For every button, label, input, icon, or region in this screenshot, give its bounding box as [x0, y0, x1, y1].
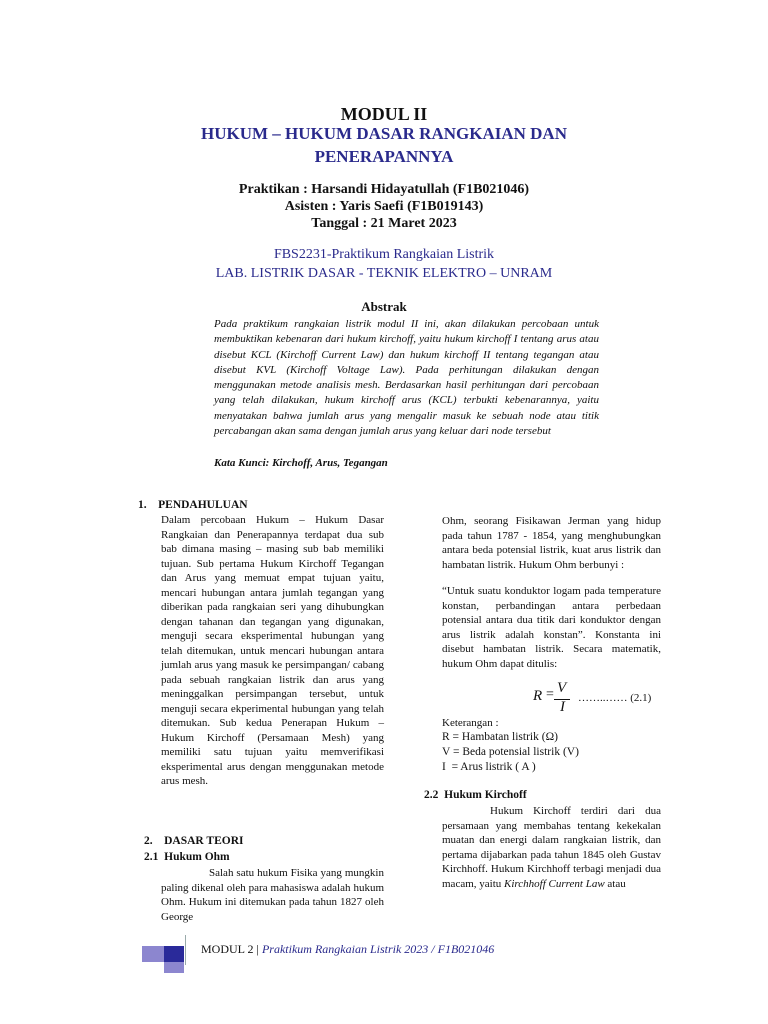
- section-2-1-text: Salah satu hukum Fisika yang mungkin paling dikenal oleh para mahasiswa adalah hukum Ohm. Hukum ini ditemukan pada tahun 1827 oleh George: [161, 867, 384, 923]
- keterangan-heading: Keterangan :: [442, 717, 499, 729]
- equation-denominator: I: [560, 699, 565, 715]
- ohm-equation: [533, 680, 673, 718]
- module-title: MODUL II: [340, 104, 428, 124]
- paper-title-line2: PENERAPANNYA: [314, 147, 454, 166]
- section-2-2-text: [442, 804, 661, 891]
- tanggal: Tanggal : 21 Maret 2023: [311, 216, 457, 231]
- paper-title-line1: HUKUM – HUKUM DASAR RANGKAIAN DAN: [201, 124, 567, 143]
- equation-numerator: V: [557, 680, 567, 696]
- ohm-quote: “Untuk suatu konduktor logam pada temperature konstan, perbandingan antara perbedaan potensial antara dua titik dari konduktor dengan arus listrik adalah konstan”. Konstanta ini disebut hambatan listrik. Secara matematik, hukum Ohm dapat ditulis:: [442, 585, 661, 670]
- section-2-2-end: atau: [604, 877, 626, 890]
- footer-divider: [185, 935, 186, 965]
- footer-decor-square: [164, 962, 184, 973]
- footer-prefix: MODUL 2 |: [201, 942, 262, 956]
- page-footer: [201, 942, 494, 957]
- keterangan-r: R = Hambatan listrik (Ω): [442, 731, 558, 743]
- section-1-text: Dalam percobaan Hukum – Hukum Dasar Rangkaian dan Penerapannya terdapat dua sub bab dimana masing – masing sub bab memiliki tujuan. Sub pertama Hukum Kirchoff Tegangan dan Arus yang memuat empat tujuan yaitu, mencari hubungan antara jumlah tegangan yang diberikan pada rangkaian seri yang dihubungkan dengan tahanan dan tegangan yang digunakan, menguji secara eksperimental hubungan yang telah ditemukan, untuk mencari hubungan antara jumlah arus yang masuk ke persimpangan/ cabang pada sebuah rangkaian listrik dan arus yang meninggalkan persimpangan tersebut, untuk menguji secara ekperimental hubungan yang telah ditemukan. Sub kedua Penerapan Hukum – Hukum Kirchoff (Persamaan Mesh) yang memiliki satu tujuan yaitu memverifikasi eksperimental arus dengan menggunakan metode arus mesh.: [161, 514, 384, 787]
- kcl-term: Kirchhoff Current Law: [504, 877, 605, 890]
- praktikan: Praktikan : Harsandi Hidayatullah (F1B021046): [238, 182, 530, 197]
- footer-decor-square: [164, 946, 184, 962]
- section-2-2-heading: 2.2 Hukum Kirchoff: [424, 789, 527, 801]
- course-code: FBS2231-Praktikum Rangkaian Listrik: [273, 247, 495, 262]
- equation-lhs: R: [533, 688, 543, 704]
- section-2-2-body: Hukum Kirchoff terdiri dari dua persamaan yang membahas tentang kekekalan muatan dan energi dalam rangkaian listrik, dan pertama dijabarkan pada tahun 1845 oleh Gustav Kirchhoff. Hukum Kirchhoff terbagi menjadi dua macam, yaitu: [442, 805, 661, 890]
- keterangan-v: V = Beda potensial listrik (V): [442, 746, 579, 758]
- footer-decor-square: [142, 946, 164, 962]
- section-1-heading: 1. PENDAHULUAN: [138, 499, 248, 511]
- equation-number: ……..…… (2.1): [578, 692, 652, 704]
- footer-course: Praktikum Rangkaian Listrik 2023 / F1B021046: [261, 942, 495, 956]
- lab-name: LAB. LISTRIK DASAR - TEKNIK ELEKTRO – UNRAM: [215, 266, 553, 281]
- paper-title: [0, 122, 768, 168]
- asisten: Asisten : Yaris Saefi (F1B019143): [284, 199, 484, 214]
- abstract-text: Pada praktikum rangkaian listrik modul II ini, akan dilakukan percobaan untuk membuktikan kebenaran dari hukum kirchoff, yaitu hukum kirchoff I tentang arus atau disebut KCL (Kirchoff Current Law) dan hukum kirchoff II tentang tegangan atau disebut KVL (Kirchoff Voltage Law). Pada perhitungan dilakukan dengan menggunakan metode analisis mesh. Berdasarkan hasil perhitungan dari percobaan yang telah dilakukan, hukum kirchoff arus (KCL) terbukti kebenarannya, yaitu menyatakan bahwa jumlah arus yang mengalir masuk ke sebuah node atau titik percabangan akan sama dengan jumlah arus yang keluar dari node tersebut: [214, 318, 599, 438]
- keterangan-i: I = Arus listrik ( A ): [442, 761, 536, 773]
- equation-equals: =: [546, 687, 554, 702]
- section-2-heading: 2. DASAR TEORI: [144, 835, 244, 847]
- ohm-paragraph: Ohm, seorang Fisikawan Jerman yang hidup pada tahun 1787 - 1854, yang menghubungkan antara beda potensial listrik, kuat arus listrik dan hambatan listrik. Hukum Ohm berbunyi :: [442, 515, 661, 571]
- section-2-1-heading: 2.1 Hukum Ohm: [144, 851, 230, 863]
- abstract-heading: Abstrak: [361, 299, 407, 314]
- keywords: Kata Kunci: Kirchoff, Arus, Tegangan: [214, 457, 388, 469]
